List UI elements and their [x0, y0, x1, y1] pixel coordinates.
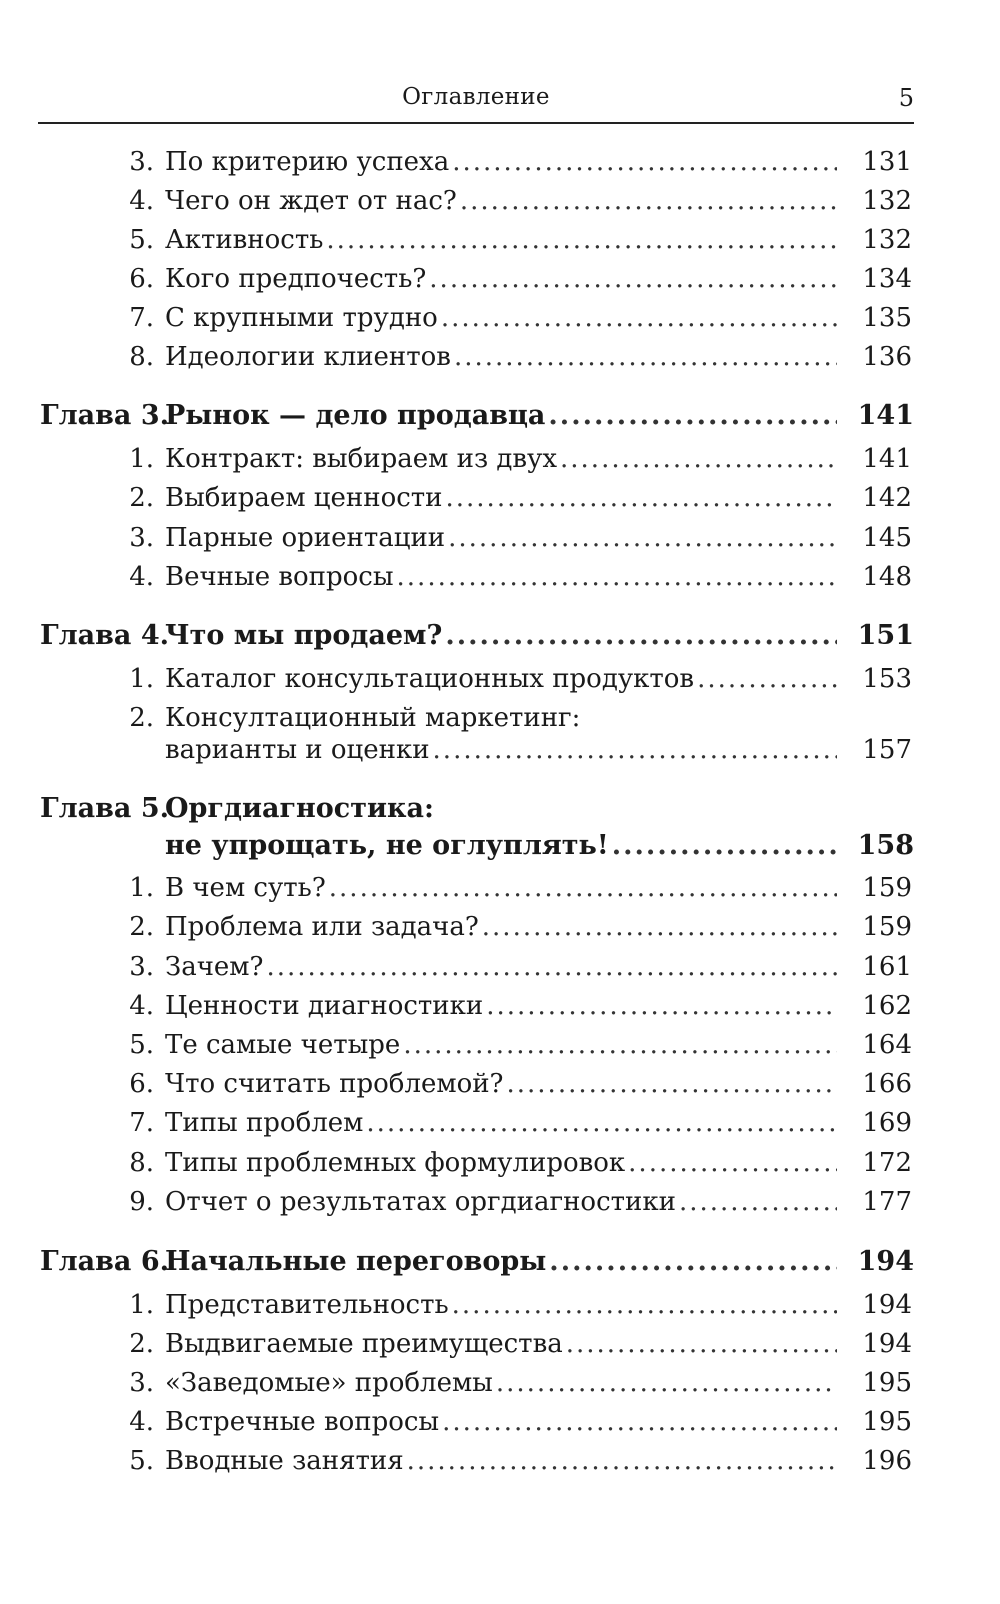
- item-number: 1.: [129, 1290, 154, 1320]
- entry-line: [165, 826, 840, 866]
- item-number: 2.: [129, 483, 154, 513]
- page-number: 5: [898, 84, 914, 112]
- item-title: Типы проблемных формулировок: [165, 1148, 626, 1178]
- page-ref: 145: [862, 523, 912, 553]
- toc-item-row: [0, 439, 1000, 479]
- page-ref: 194: [857, 1246, 914, 1277]
- page-ref: 141: [862, 444, 912, 474]
- page-ref: 177: [862, 1187, 912, 1217]
- dot-leader: [486, 986, 837, 1026]
- page-ref: 195: [862, 1368, 912, 1398]
- dot-leader: [697, 659, 837, 699]
- item-title: Контракт: выбираем из двух: [165, 444, 558, 474]
- page-ref: 153: [862, 664, 912, 694]
- item-number: 2.: [129, 912, 154, 942]
- entry-line: [165, 1242, 840, 1282]
- toc-item-row: [0, 557, 1000, 597]
- dot-leader: [549, 1242, 837, 1282]
- page-ref: 132: [862, 186, 912, 216]
- chapter-title: Оргдиагностика:: [165, 793, 434, 824]
- entry-line: [165, 518, 840, 558]
- item-title: Чего он ждет от нас?: [165, 186, 457, 216]
- toc-chapter-row: [0, 396, 1000, 436]
- entry-line: [165, 220, 840, 260]
- item-title: Зачем?: [165, 952, 264, 982]
- entry-line: [165, 730, 840, 770]
- item-number: 3.: [129, 523, 154, 553]
- header-title: Оглавление: [402, 84, 550, 110]
- toc-item-row: [0, 730, 1000, 770]
- entry-line: [165, 142, 840, 182]
- page-ref: 172: [862, 1148, 912, 1178]
- page-ref: 196: [862, 1446, 912, 1476]
- dot-leader: [407, 1441, 837, 1481]
- item-title: Активность: [165, 225, 324, 255]
- item-title: Вводные занятия: [165, 1446, 404, 1476]
- toc-item-row: [0, 259, 1000, 299]
- item-number: 1.: [129, 664, 154, 694]
- item-title: Встречные вопросы: [165, 1407, 440, 1437]
- toc-item-row: [0, 1182, 1000, 1222]
- toc-item-row: [0, 1103, 1000, 1143]
- page-ref: 141: [857, 400, 914, 431]
- item-title: варианты и оценки: [165, 735, 430, 765]
- entry-line: [165, 439, 840, 479]
- item-title: Ценности диагностики: [165, 991, 484, 1021]
- dot-leader: [628, 1143, 837, 1183]
- toc-chapter-row: [0, 616, 1000, 656]
- item-title: Представительность: [165, 1290, 449, 1320]
- dot-leader: [452, 1285, 837, 1325]
- dot-leader: [548, 396, 837, 436]
- entry-line: [165, 396, 840, 436]
- item-title: Идеологии клиентов: [165, 342, 451, 372]
- item-title: Типы проблем: [165, 1108, 364, 1138]
- chapter-label: Глава 3.: [40, 400, 170, 431]
- page-ref: 166: [862, 1069, 912, 1099]
- toc-item-row: [0, 1025, 1000, 1065]
- chapter-label: Глава 6.: [40, 1246, 170, 1277]
- item-number: 5.: [129, 225, 154, 255]
- item-number: 6.: [129, 264, 154, 294]
- page-ref: 158: [857, 830, 914, 861]
- dot-leader: [403, 1025, 837, 1065]
- item-title: Что считать проблемой?: [165, 1069, 504, 1099]
- item-number: 5.: [129, 1446, 154, 1476]
- entry-line: [165, 659, 840, 699]
- dot-leader: [679, 1182, 837, 1222]
- entry-line: [165, 478, 840, 518]
- toc-item-row: [0, 298, 1000, 338]
- dot-leader: [366, 1103, 837, 1143]
- toc-item-row: [0, 1064, 1000, 1104]
- dot-leader: [566, 1324, 837, 1364]
- item-number: 4.: [129, 562, 154, 592]
- toc-item-row: [0, 1363, 1000, 1403]
- toc-item-row: [0, 337, 1000, 377]
- entry-line: [165, 557, 840, 597]
- page-ref: 194: [862, 1329, 912, 1359]
- toc-item-row: [0, 142, 1000, 182]
- toc-item-row: [0, 1285, 1000, 1325]
- item-number: 1.: [129, 444, 154, 474]
- toc-item-row: [0, 1402, 1000, 1442]
- dot-leader: [496, 1363, 837, 1403]
- entry-line: [165, 1363, 840, 1403]
- entry-line: [165, 868, 840, 908]
- item-number: 4.: [129, 991, 154, 1021]
- toc-item-row: [0, 478, 1000, 518]
- entry-line: [165, 1025, 840, 1065]
- item-number: 4.: [129, 1407, 154, 1437]
- item-title: Каталог консультационных продуктов: [165, 664, 695, 694]
- page-ref: 148: [862, 562, 912, 592]
- item-number: 4.: [129, 186, 154, 216]
- toc-item-row: [0, 1143, 1000, 1183]
- toc-item-row: [0, 659, 1000, 699]
- item-number: 2.: [129, 1329, 154, 1359]
- page-ref: 151: [857, 620, 914, 651]
- toc-item-row: [0, 518, 1000, 558]
- chapter-title: Что мы продаем?: [165, 620, 443, 651]
- toc-chapter-row: [0, 1242, 1000, 1282]
- dot-leader: [448, 518, 837, 558]
- chapter-title: Начальные переговоры: [165, 1246, 547, 1277]
- item-number: 5.: [129, 1030, 154, 1060]
- entry-line: [165, 616, 840, 656]
- dot-leader: [446, 478, 838, 518]
- page-ref: 169: [862, 1108, 912, 1138]
- item-number: 8.: [129, 342, 154, 372]
- item-title: Выдвигаемые преимущества: [165, 1329, 563, 1359]
- entry-line: [165, 947, 840, 987]
- entry-line: [165, 1103, 840, 1143]
- item-title: По критерию успеха: [165, 147, 450, 177]
- page-ref: 195: [862, 1407, 912, 1437]
- toc-item-row: [0, 1324, 1000, 1364]
- page-ref: 162: [862, 991, 912, 1021]
- entry-line: [165, 1064, 840, 1104]
- entry-line: [165, 181, 840, 221]
- entry-line: [165, 1402, 840, 1442]
- chapter-title: Рынок — дело продавца: [165, 400, 546, 431]
- item-number: 9.: [129, 1187, 154, 1217]
- entry-line: [165, 907, 840, 947]
- page-ref: 132: [862, 225, 912, 255]
- page-ref: 157: [862, 735, 912, 765]
- entry-line: [165, 1285, 840, 1325]
- dot-leader: [429, 259, 837, 299]
- page-ref: 194: [862, 1290, 912, 1320]
- dot-leader: [329, 868, 837, 908]
- item-title: С крупными трудно: [165, 303, 438, 333]
- entry-line: [165, 1324, 840, 1364]
- dot-leader: [397, 557, 837, 597]
- chapter-label: Глава 5.: [40, 793, 170, 824]
- running-header: [38, 84, 914, 124]
- toc-item-row: [0, 907, 1000, 947]
- item-title: Вечные вопросы: [165, 562, 394, 592]
- page-ref: 159: [862, 912, 912, 942]
- dot-leader: [482, 907, 837, 947]
- item-number: 8.: [129, 1148, 154, 1178]
- dot-leader: [452, 142, 837, 182]
- item-number: 7.: [129, 1108, 154, 1138]
- item-number: 1.: [129, 873, 154, 903]
- entry-line: [165, 1441, 840, 1481]
- item-number: 3.: [129, 1368, 154, 1398]
- page-ref: 135: [862, 303, 912, 333]
- dot-leader: [266, 947, 837, 987]
- item-title: Консултационный маркетинг:: [165, 703, 581, 733]
- dot-leader: [460, 181, 837, 221]
- toc-chapter-row: [0, 789, 1000, 829]
- dot-leader: [441, 298, 837, 338]
- item-number: 3.: [129, 147, 154, 177]
- page-ref: 161: [862, 952, 912, 982]
- dot-leader: [433, 730, 837, 770]
- toc-item-row: [0, 181, 1000, 221]
- dot-leader: [445, 616, 837, 656]
- toc-item-row: [0, 220, 1000, 260]
- item-number: 2.: [129, 703, 154, 733]
- page-ref: 159: [862, 873, 912, 903]
- item-title: В чем суть?: [165, 873, 326, 903]
- item-title: Кого предпочесть?: [165, 264, 427, 294]
- dot-leader: [326, 220, 837, 260]
- entry-line: [165, 298, 840, 338]
- page-ref: 131: [862, 147, 912, 177]
- item-title: Выбираем ценности: [165, 483, 443, 513]
- page-ref: 136: [862, 342, 912, 372]
- dot-leader: [507, 1064, 838, 1104]
- item-title: Отчет о результатах оргдиагностики: [165, 1187, 676, 1217]
- item-number: 6.: [129, 1069, 154, 1099]
- entry-line: [165, 259, 840, 299]
- entry-line: [165, 986, 840, 1026]
- item-title: «Заведомые» проблемы: [165, 1368, 493, 1398]
- item-title: Парные ориентации: [165, 523, 446, 553]
- entry-line: [165, 1143, 840, 1183]
- toc-item-row: [0, 868, 1000, 908]
- item-title: Проблема или задача?: [165, 912, 479, 942]
- dot-leader: [442, 1402, 837, 1442]
- chapter-label: Глава 4.: [40, 620, 170, 651]
- chapter-title: не упрощать, не оглуплять!: [165, 830, 609, 861]
- dot-leader: [560, 439, 837, 479]
- item-title: Те самые четыре: [165, 1030, 401, 1060]
- page-ref: 164: [862, 1030, 912, 1060]
- item-number: 7.: [129, 303, 154, 333]
- entry-line: [165, 789, 912, 829]
- page-ref: 142: [862, 483, 912, 513]
- dot-leader: [454, 337, 837, 377]
- entry-line: [165, 1182, 840, 1222]
- dot-leader: [612, 826, 837, 866]
- toc-item-row: [0, 986, 1000, 1026]
- item-number: 3.: [129, 952, 154, 982]
- toc-chapter-row: [0, 826, 1000, 866]
- toc-item-row: [0, 947, 1000, 987]
- page-ref: 134: [862, 264, 912, 294]
- toc-item-row: [0, 1441, 1000, 1481]
- entry-line: [165, 337, 840, 377]
